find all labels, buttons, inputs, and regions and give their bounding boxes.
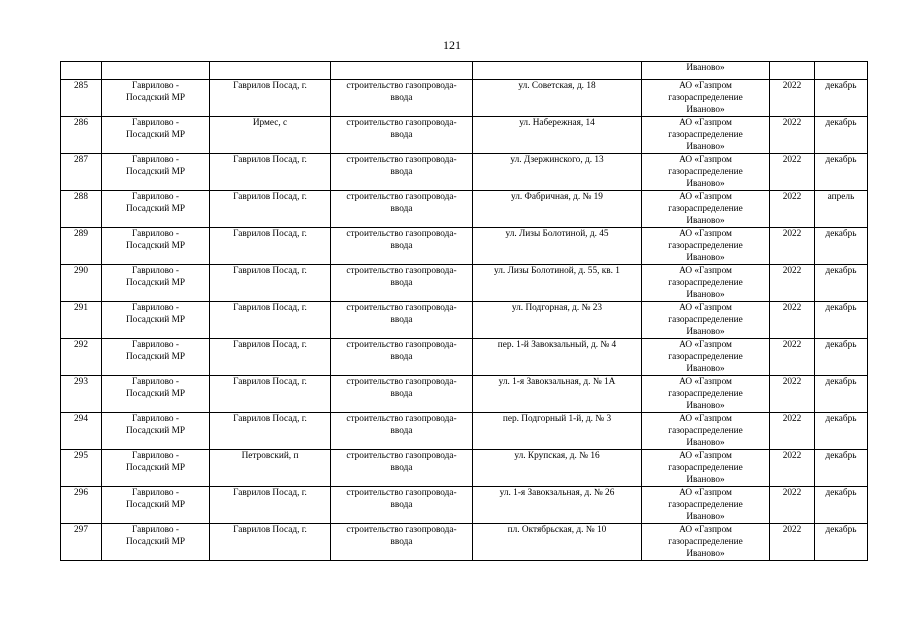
table-row <box>61 154 868 191</box>
cell-settlement: Гаврилов Посад, г. <box>210 154 331 191</box>
cell-month <box>815 62 868 80</box>
cell-address: пл. Октябрьская, д. № 10 <box>473 524 642 561</box>
cell-month: декабрь <box>815 265 868 302</box>
cell-settlement: Гаврилов Посад, г. <box>210 339 331 376</box>
cell-year: 2022 <box>770 265 815 302</box>
cell-work: строительство газопровода- ввода <box>331 154 473 191</box>
cell-district: Гаврилово - Посадский МР <box>102 524 210 561</box>
table-row <box>61 524 868 561</box>
cell-month: декабрь <box>815 413 868 450</box>
cell-month: декабрь <box>815 524 868 561</box>
cell-district: Гаврилово - Посадский МР <box>102 191 210 228</box>
table-row <box>61 191 868 228</box>
cell-address: ул. Лизы Болотиной, д. 45 <box>473 228 642 265</box>
cell-address: ул. Подгорная, д. № 23 <box>473 302 642 339</box>
cell-year: 2022 <box>770 450 815 487</box>
cell-org: Иваново» <box>642 62 770 80</box>
cell-org: АО «Газпром газораспределение Иваново» <box>642 487 770 524</box>
cell-settlement: Гаврилов Посад, г. <box>210 376 331 413</box>
cell-district: Гаврилово - Посадский МР <box>102 80 210 117</box>
continuation-row <box>61 62 868 80</box>
cell-work: строительство газопровода- ввода <box>331 302 473 339</box>
cell-work: строительство газопровода- ввода <box>331 80 473 117</box>
table-row <box>61 413 868 450</box>
cell-num: 297 <box>61 524 102 561</box>
cell-org: АО «Газпром газораспределение Иваново» <box>642 80 770 117</box>
cell-org: АО «Газпром газораспределение Иваново» <box>642 376 770 413</box>
cell-district: Гаврилово - Посадский МР <box>102 302 210 339</box>
cell-settlement: Гаврилов Посад, г. <box>210 191 331 228</box>
table-row <box>61 265 868 302</box>
cell-num: 291 <box>61 302 102 339</box>
cell-district: Гаврилово - Посадский МР <box>102 265 210 302</box>
cell-address: ул. Фабричная, д. № 19 <box>473 191 642 228</box>
cell-work: строительство газопровода- ввода <box>331 413 473 450</box>
cell-month: декабрь <box>815 117 868 154</box>
cell-month: декабрь <box>815 339 868 376</box>
cell-year <box>770 62 815 80</box>
cell-address <box>473 62 642 80</box>
cell-settlement: Петровский, п <box>210 450 331 487</box>
cell-settlement: Гаврилов Посад, г. <box>210 413 331 450</box>
cell-num: 289 <box>61 228 102 265</box>
cell-month: декабрь <box>815 154 868 191</box>
cell-year: 2022 <box>770 228 815 265</box>
cell-num: 290 <box>61 265 102 302</box>
cell-num: 287 <box>61 154 102 191</box>
cell-address: ул. Советская, д. 18 <box>473 80 642 117</box>
cell-org: АО «Газпром газораспределение Иваново» <box>642 154 770 191</box>
cell-address: пер. Подгорный 1-й, д. № 3 <box>473 413 642 450</box>
cell-year: 2022 <box>770 154 815 191</box>
cell-district: Гаврилово - Посадский МР <box>102 154 210 191</box>
work-schedule-table <box>60 61 868 561</box>
cell-work: строительство газопровода- ввода <box>331 117 473 154</box>
table-row <box>61 80 868 117</box>
cell-org: АО «Газпром газораспределение Иваново» <box>642 302 770 339</box>
cell-org: АО «Газпром газораспределение Иваново» <box>642 450 770 487</box>
cell-org: АО «Газпром газораспределение Иваново» <box>642 228 770 265</box>
cell-district: Гаврилово - Посадский МР <box>102 117 210 154</box>
cell-num: 285 <box>61 80 102 117</box>
cell-settlement: Гаврилов Посад, г. <box>210 487 331 524</box>
cell-year: 2022 <box>770 413 815 450</box>
cell-district: Гаврилово - Посадский МР <box>102 450 210 487</box>
cell-settlement: Гаврилов Посад, г. <box>210 80 331 117</box>
cell-settlement: Гаврилов Посад, г. <box>210 524 331 561</box>
cell-month: декабрь <box>815 376 868 413</box>
cell-work: строительство газопровода- ввода <box>331 376 473 413</box>
cell-month: декабрь <box>815 80 868 117</box>
cell-work <box>331 62 473 80</box>
cell-district: Гаврилово - Посадский МР <box>102 228 210 265</box>
cell-month: апрель <box>815 191 868 228</box>
cell-year: 2022 <box>770 191 815 228</box>
cell-work: строительство газопровода- ввода <box>331 487 473 524</box>
cell-month: декабрь <box>815 228 868 265</box>
cell-district: Гаврилово - Посадский МР <box>102 413 210 450</box>
cell-address: ул. Лизы Болотиной, д. 55, кв. 1 <box>473 265 642 302</box>
page-number: 121 <box>443 38 461 52</box>
cell-num: 294 <box>61 413 102 450</box>
cell-address: ул. Набережная, 14 <box>473 117 642 154</box>
cell-address: пер. 1-й Завокзальный, д. № 4 <box>473 339 642 376</box>
cell-work: строительство газопровода- ввода <box>331 339 473 376</box>
cell-address: ул. Дзержинского, д. 13 <box>473 154 642 191</box>
table-row <box>61 450 868 487</box>
table-row <box>61 339 868 376</box>
table-row <box>61 228 868 265</box>
cell-settlement: Гаврилов Посад, г. <box>210 302 331 339</box>
cell-month: декабрь <box>815 302 868 339</box>
cell-settlement: Ирмес, с <box>210 117 331 154</box>
cell-settlement: Гаврилов Посад, г. <box>210 228 331 265</box>
cell-year: 2022 <box>770 117 815 154</box>
cell-month: декабрь <box>815 450 868 487</box>
table-row <box>61 302 868 339</box>
cell-month: декабрь <box>815 487 868 524</box>
cell-work: строительство газопровода- ввода <box>331 228 473 265</box>
cell-address: ул. 1-я Завокзальная, д. № 26 <box>473 487 642 524</box>
cell-num: 286 <box>61 117 102 154</box>
cell-work: строительство газопровода- ввода <box>331 450 473 487</box>
cell-district: Гаврилово - Посадский МР <box>102 339 210 376</box>
cell-org: АО «Газпром газораспределение Иваново» <box>642 524 770 561</box>
table-row <box>61 117 868 154</box>
table-row <box>61 487 868 524</box>
cell-org: АО «Газпром газораспределение Иваново» <box>642 191 770 228</box>
cell-year: 2022 <box>770 487 815 524</box>
cell-year: 2022 <box>770 80 815 117</box>
cell-num: 293 <box>61 376 102 413</box>
cell-num: 292 <box>61 339 102 376</box>
cell-org: АО «Газпром газораспределение Иваново» <box>642 339 770 376</box>
cell-org: АО «Газпром газораспределение Иваново» <box>642 117 770 154</box>
cell-district <box>102 62 210 80</box>
cell-settlement: Гаврилов Посад, г. <box>210 265 331 302</box>
cell-work: строительство газопровода- ввода <box>331 191 473 228</box>
cell-work: строительство газопровода- ввода <box>331 524 473 561</box>
cell-year: 2022 <box>770 376 815 413</box>
cell-address: ул. 1-я Завокзальная, д. № 1А <box>473 376 642 413</box>
cell-year: 2022 <box>770 302 815 339</box>
table-row <box>61 376 868 413</box>
cell-district: Гаврилово - Посадский МР <box>102 376 210 413</box>
cell-org: АО «Газпром газораспределение Иваново» <box>642 265 770 302</box>
cell-num: 288 <box>61 191 102 228</box>
cell-num: 296 <box>61 487 102 524</box>
cell-year: 2022 <box>770 339 815 376</box>
cell-year: 2022 <box>770 524 815 561</box>
cell-org: АО «Газпром газораспределение Иваново» <box>642 413 770 450</box>
cell-work: строительство газопровода- ввода <box>331 265 473 302</box>
cell-num <box>61 62 102 80</box>
cell-district: Гаврилово - Посадский МР <box>102 487 210 524</box>
cell-settlement <box>210 62 331 80</box>
cell-address: ул. Крупская, д. № 16 <box>473 450 642 487</box>
cell-num: 295 <box>61 450 102 487</box>
